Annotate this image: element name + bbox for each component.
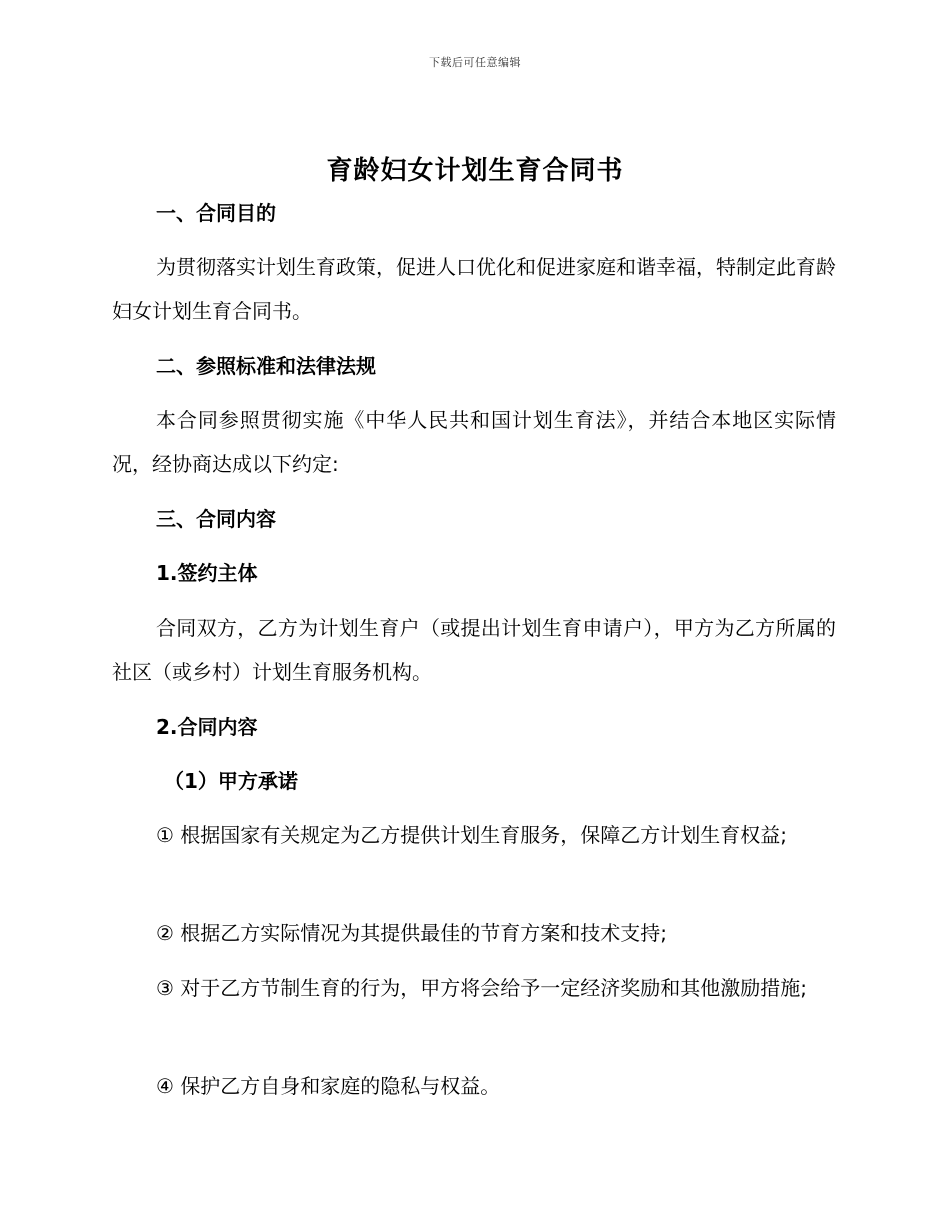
document-title: 育龄妇女计划生育合同书	[326, 156, 624, 186]
page-header-note: 下载后可任意编辑	[429, 56, 521, 69]
party-a-commitments-heading: （1）甲方承诺	[164, 769, 298, 793]
section-2-paragraph: 本合同参照贯彻实施《中华人民共和国计划生育法》，并结合本地区实际情况，经协商达成以下约定:	[112, 408, 836, 476]
section-1-paragraph: 为贯彻落实计划生育政策，促进人口优化和促进家庭和谐幸福，特制定此育龄妇女计划生育合同书。	[112, 255, 836, 323]
commitment-item: ④ 保护乙方自身和家庭的隐私与权益。	[156, 1074, 501, 1098]
section-3-heading: 三、合同内容	[156, 507, 276, 531]
commitment-item: ③ 对于乙方节制生育的行为，甲方将会给予一定经济奖励和其他激励措施;	[156, 976, 808, 1000]
subsection-signing-parties-heading: 1.签约主体	[156, 561, 258, 585]
subsection-signing-parties-paragraph: 合同双方，乙方为计划生育户（或提出计划生育申请户），甲方为乙方所属的社区（或乡村）计划生育服务机构。	[112, 616, 836, 684]
subsection-contract-content-heading: 2.合同内容	[156, 715, 258, 739]
section-2-heading: 二、参照标准和法律法规	[156, 354, 376, 378]
commitment-item: ② 根据乙方实际情况为其提供最佳的节育方案和技术支持;	[156, 921, 668, 945]
section-1-heading: 一、合同目的	[156, 201, 276, 225]
commitment-item: ① 根据国家有关规定为乙方提供计划生育服务，保障乙方计划生育权益;	[156, 823, 788, 847]
